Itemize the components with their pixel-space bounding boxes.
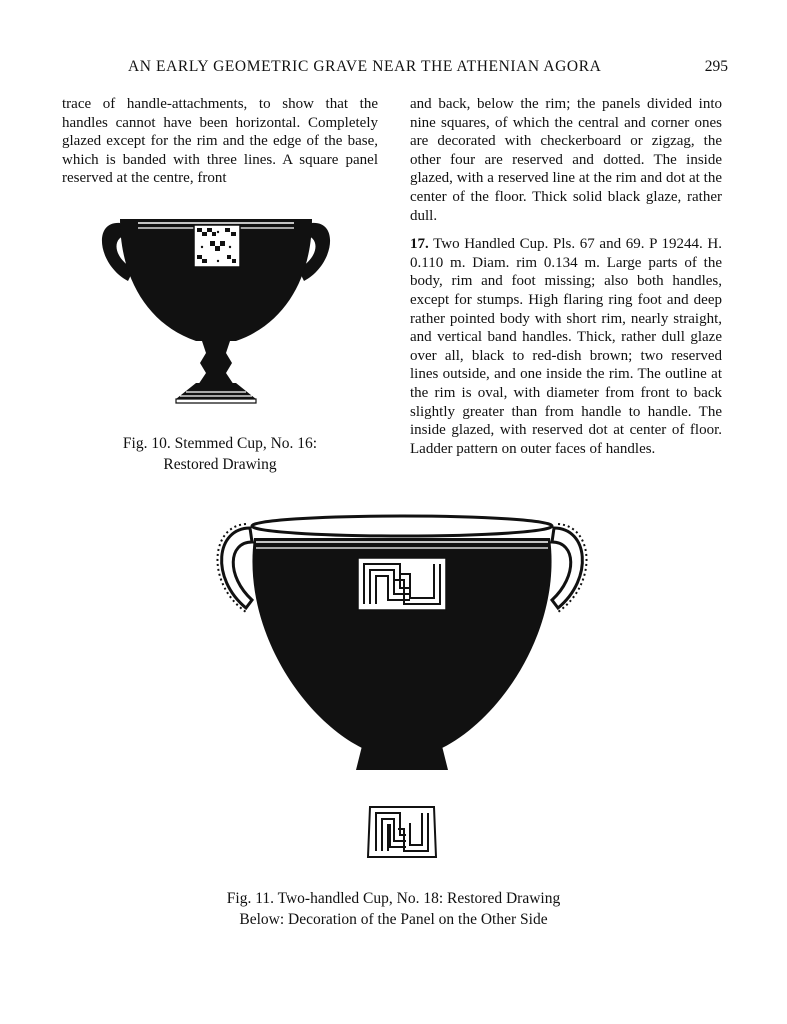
figure-11-other-side-panel bbox=[366, 805, 438, 859]
figure-10-stemmed-cup-drawing bbox=[98, 203, 334, 413]
figure-11-caption-line1: Fig. 11. Two-handled Cup, No. 18: Restored Drawing bbox=[226, 890, 561, 907]
entry-text: Two Handled Cup. Pls. 67 and 69. P 19244. H. 0.110 m. Diam. rim 0.134 m. Large parts of the body, rim and foot missing; also both handles, except for stumps. High flaring ring foot and deep rather pointed body with short rim, nearly straight, and vertical band handles. Thick, rather dull glaze over all, black to red-dish brown; two reserved lines outside, and one inside the rim. The outline at the rim is oval, with diameter from front to back slightly greater than from handle to handle. The inside glazed, with reserved dot at center of floor. Ladder pattern on outer faces of handles. bbox=[410, 236, 722, 457]
left-column bbox=[62, 95, 378, 188]
figure-11-caption-line2: Below: Decoration of the Panel on the Other Side bbox=[239, 911, 548, 928]
entry-number: 17. bbox=[410, 236, 429, 253]
running-title: AN EARLY GEOMETRIC GRAVE NEAR THE ATHENIAN AGORA bbox=[128, 58, 602, 75]
running-head bbox=[128, 58, 728, 82]
catalogue-entry-17 bbox=[410, 235, 722, 458]
figure-10-caption-line2: Restored Drawing bbox=[163, 456, 277, 473]
left-paragraph: trace of handle-attachments, to show that the handles cannot have been horizontal. Completely glazed except for the rim and the edge of the base, which is banded with three lines. A square panel reserved at the centre, front bbox=[62, 96, 378, 187]
figure-10-caption-line1: Fig. 10. Stemmed Cup, No. 16: bbox=[122, 435, 318, 452]
figure-10-caption bbox=[60, 433, 380, 475]
right-paragraph-continued: and back, below the rim; the panels divided into nine squares, of which the central and corner ones are decorated with checkerboard or zigzag, the other four are reserved and dotted. The inside glazed, with a reserved line at the rim and dot at the center of the floor. Thick solid black glaze, rather dull. bbox=[410, 96, 722, 224]
right-column bbox=[410, 95, 722, 458]
page-number: 295 bbox=[704, 58, 728, 75]
figure-11-caption bbox=[100, 888, 687, 930]
figure-11-two-handled-cup-drawing bbox=[212, 508, 592, 780]
